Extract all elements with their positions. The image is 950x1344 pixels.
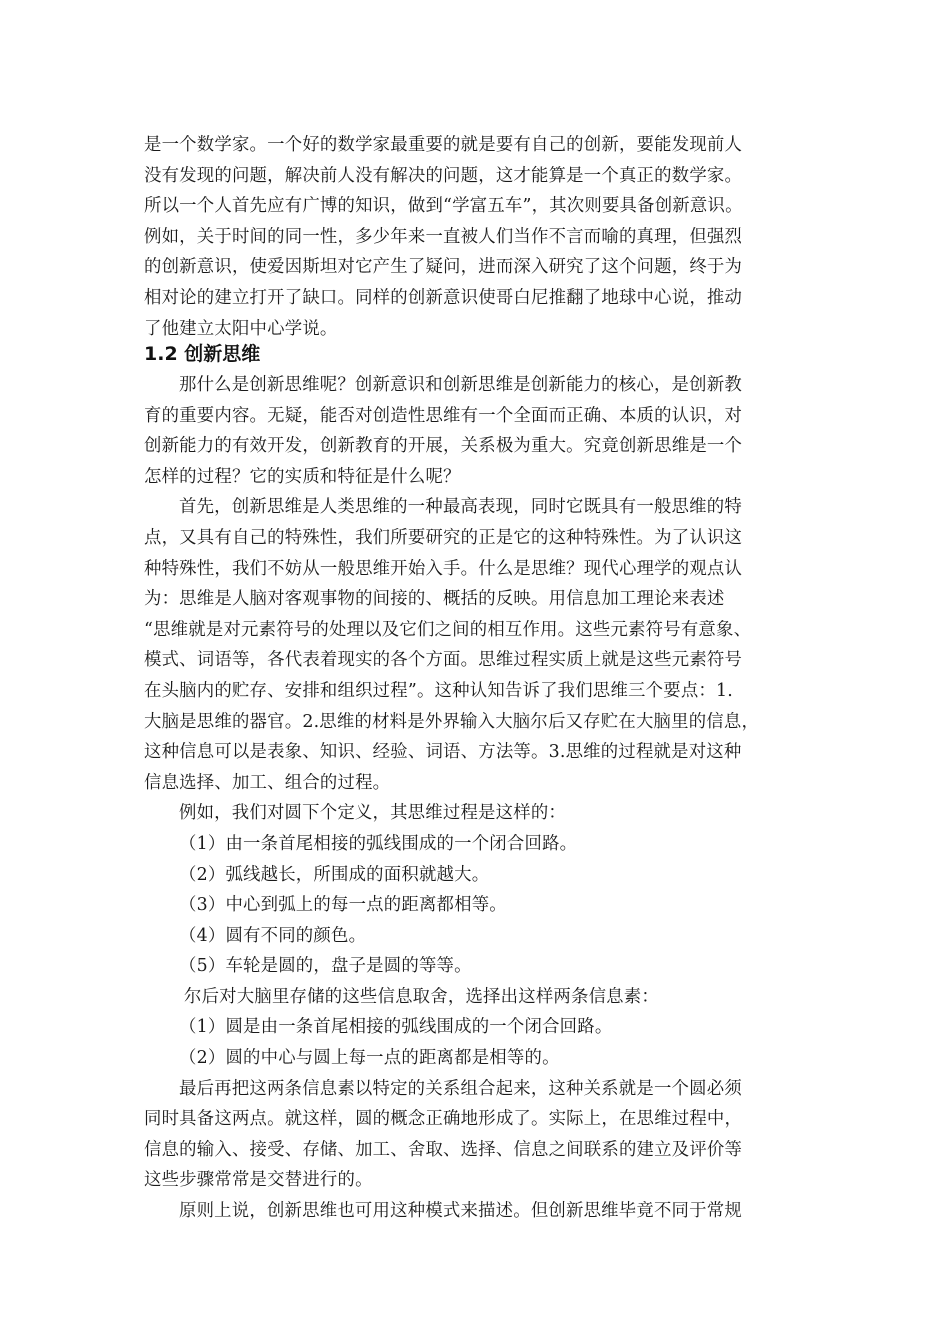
paragraph-line: 信息的输入、接受、存储、加工、舍取、选择、信息之间联系的建立及评价等 bbox=[144, 1139, 743, 1160]
paragraph-line: 模式、词语等，各代表着现实的各个方面。思维过程实质上就是这些元素符号 bbox=[144, 650, 743, 671]
paragraph-line: 首先，创新思维是人类思维的一种最高表现，同时它既具有一般思维的特 bbox=[179, 497, 742, 518]
paragraph-line: 尔后对大脑里存储的这些信息取舍，选择出这样两条信息素： bbox=[184, 986, 659, 1007]
paragraph-line: 最后再把这两条信息素以特定的关系组合起来，这种关系就是一个圆必须 bbox=[179, 1078, 742, 1099]
paragraph-line: 在头脑内的贮存、安排和组织过程”。这种认知告诉了我们思维三个要点：1. bbox=[144, 680, 733, 701]
paragraph-line: 原则上说，创新思维也可用这种模式来描述。但创新思维毕竟不同于常规 bbox=[179, 1201, 742, 1222]
paragraph-line: 这种信息可以是表象、知识、经验、词语、方法等。3.思维的过程就是对这种 bbox=[144, 742, 742, 763]
list-item: （5）车轮是圆的，盘子是圆的等等。 bbox=[179, 956, 472, 977]
list-item: （3）中心到弧上的每一点的距离都相等。 bbox=[179, 895, 507, 916]
paragraph-line: 信息选择、加工、组合的过程。 bbox=[144, 772, 391, 793]
paragraph-line: 怎样的过程？它的实质和特征是什么呢？ bbox=[144, 466, 461, 487]
paragraph-line: 同时具备这两点。就这样，圆的概念正确地形成了。实际上，在思维过程中， bbox=[144, 1109, 743, 1130]
list-item: （1）圆是由一条首尾相接的弧线围成的一个闭合回路。 bbox=[179, 1017, 613, 1038]
paragraph-line: 种特殊性，我们不妨从一般思维开始入手。什么是思维？现代心理学的观点认 bbox=[144, 558, 743, 579]
paragraph-line: 那什么是创新思维呢？创新意识和创新思维是创新能力的核心，是创新教 bbox=[179, 375, 742, 395]
paragraph-line: 育的重要内容。无疑，能否对创造性思维有一个全面而正确、本质的认识，对 bbox=[144, 405, 743, 426]
paragraph-line: 创新能力的有效开发，创新教育的开展，关系极为重大。究竟创新思维是一个 bbox=[144, 436, 743, 457]
body-text bbox=[144, 370, 810, 1227]
paragraph-line: 点，又具有自己的特殊性，我们所要研究的正是它的这种特殊性。为了认识这 bbox=[144, 527, 743, 548]
list-item: （4）圆有不同的颜色。 bbox=[179, 925, 367, 946]
list-item: （1）由一条首尾相接的弧线围成的一个闭合回路。 bbox=[179, 833, 578, 854]
paragraph-line: 大脑是思维的器官。2.思维的材料是外界输入大脑尔后又存贮在大脑里的信息， bbox=[144, 711, 760, 732]
paragraph-line: 所以一个人首先应有广博的知识，做到“学富五车”，其次则要具备创新意识。 bbox=[144, 196, 743, 217]
list-item: （2）弧线越长，所围成的面积就越大。 bbox=[179, 864, 490, 885]
paragraph-line: “思维就是对元素符号的处理以及它们之间的相互作用。这些元素符号有意象、 bbox=[144, 619, 752, 640]
paragraph-line: 没有发现的问题，解决前人没有解决的问题，这才能算是一个真正的数学家。 bbox=[144, 165, 743, 186]
paragraph-line: 例如，我们对圆下个定义，其思维过程是这样的： bbox=[179, 803, 566, 824]
intro-paragraph bbox=[144, 130, 810, 344]
paragraph-line: 相对论的建立打开了缺口。同样的创新意识使哥白尼推翻了地球中心说，推动 bbox=[144, 287, 743, 308]
paragraph-line: 是一个数学家。一个好的数学家最重要的就是要有自己的创新，要能发现前人 bbox=[144, 135, 743, 155]
paragraph-line: 例如，关于时间的同一性，多少年来一直被人们当作不言而喻的真理，但强烈 bbox=[144, 226, 743, 247]
paragraph-line: 的创新意识，使爱因斯坦对它产生了疑问，进而深入研究了这个问题，终于为 bbox=[144, 257, 743, 278]
paragraph-line: 这些步骤常常是交替进行的。 bbox=[144, 1170, 373, 1191]
paragraph-line: 为：思维是人脑对客观事物的间接的、概括的反映。用信息加工理论来表述 bbox=[144, 589, 725, 610]
section-heading: 1.2 创新思维 bbox=[144, 343, 261, 365]
paragraph-line: 了他建立太阳中心学说。 bbox=[144, 318, 338, 339]
list-item: （2）圆的中心与圆上每一点的距离都是相等的。 bbox=[179, 1048, 560, 1069]
